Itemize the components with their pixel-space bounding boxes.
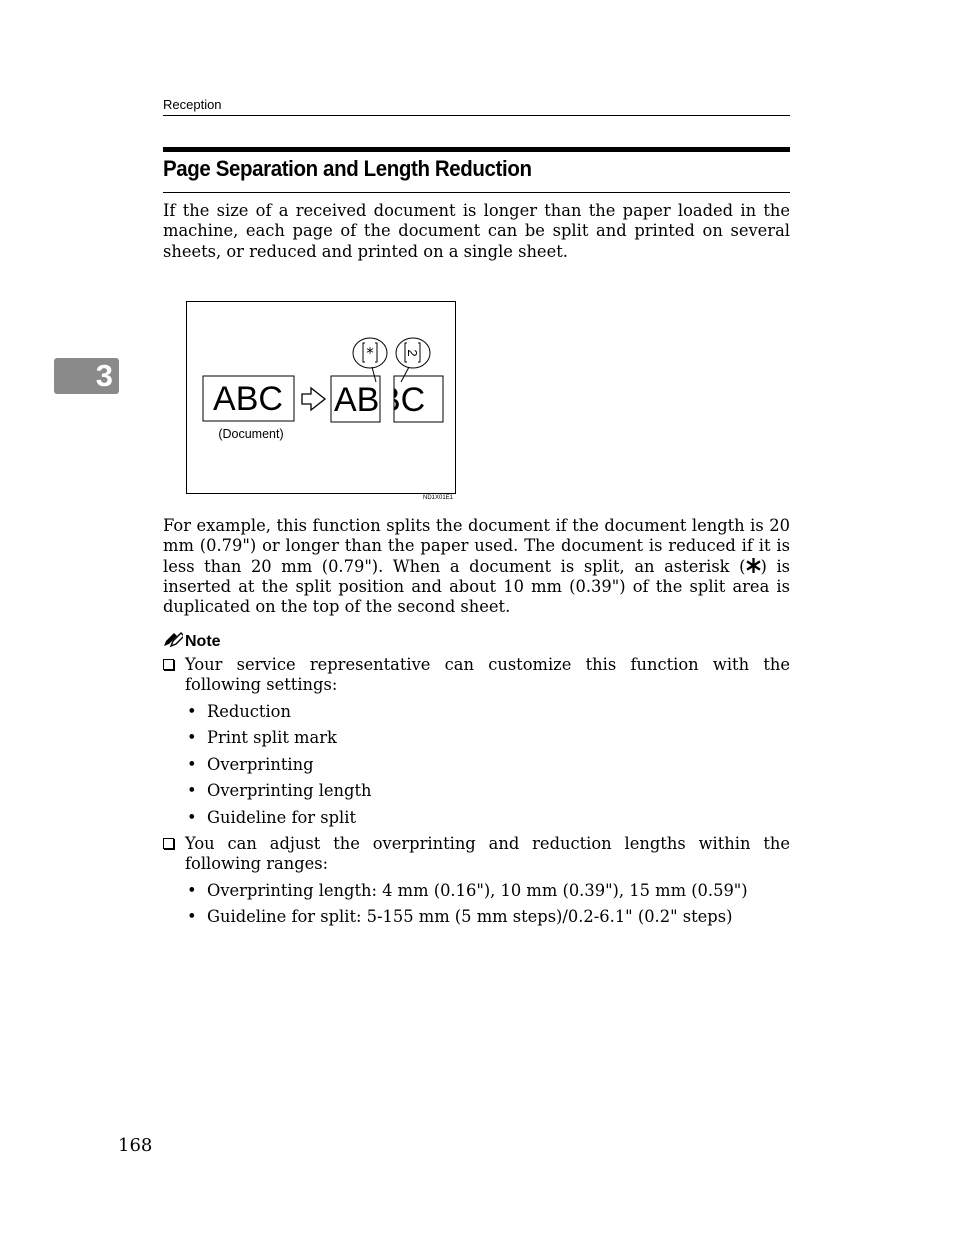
list-item: • Guideline for split [187, 808, 356, 827]
note-item-2-text: You can adjust the overprinting and reduction lengths within the following ranges: [185, 834, 790, 874]
page-number: 168 [118, 1135, 153, 1156]
title-rule [163, 192, 790, 193]
body-text-part2: ) is inserted at the split position and about 10 mm (0.39") of the split area is duplicated on the top of the second sheet. [163, 556, 791, 617]
header-rule [163, 115, 790, 116]
title-bar [163, 147, 790, 152]
asterisk-mark: * [366, 344, 374, 362]
note-item-2 [163, 834, 790, 875]
note-item-1-text: Your service representative can customize this function with the following settings: [185, 655, 790, 695]
running-header: Reception [163, 97, 222, 112]
sheet1-text: AB [334, 381, 380, 419]
arrow-right-icon [302, 388, 325, 410]
list-item: • Overprinting [187, 755, 314, 774]
checkbox-bullet-icon [163, 659, 174, 670]
list-item: • Reduction [187, 702, 291, 721]
figure-code: ND1X01E1 [423, 495, 454, 501]
list-item: • Guideline for split: 5-155 mm (5 mm steps)/0.2-6.1" (0.2" steps) [187, 907, 733, 926]
chapter-tab [54, 358, 119, 394]
list-item: • Overprinting length [187, 781, 372, 800]
note-heading-text: Note [185, 633, 221, 650]
pencil-icon [163, 632, 183, 648]
list-item: • Print split mark [187, 728, 337, 747]
intro-paragraph: If the size of a received document is longer than the paper loaded in the machine, each page of the document can be split and printed on several sheets, or reduced and printed on a single sheet. [163, 201, 790, 261]
body-paragraph [163, 516, 790, 617]
split-diagram [187, 302, 455, 493]
chapter-number: 3 [95, 358, 113, 393]
page-title: Page Separation and Length Reduction [163, 156, 532, 181]
asterisk-symbol-icon [746, 558, 761, 573]
note-heading [163, 632, 221, 651]
note-item-1 [163, 655, 790, 696]
document-caption: (Document) [218, 427, 284, 441]
page-number-mark: 2 [405, 349, 420, 357]
document-text: ABC [213, 380, 283, 418]
sheet2-text: BC [378, 381, 426, 419]
split-illustration [186, 301, 456, 494]
body-text-part1: For example, this function splits the document if the document length is 20 mm (0.79") or longer than the paper used. The document is reduced if it is less than 20 mm (0.79"). When a document is split, an asterisk ( [163, 516, 790, 576]
checkbox-bullet-icon [163, 838, 174, 849]
list-item: • Overprinting length: 4 mm (0.16"), 10 mm (0.39"), 15 mm (0.59") [187, 881, 748, 900]
